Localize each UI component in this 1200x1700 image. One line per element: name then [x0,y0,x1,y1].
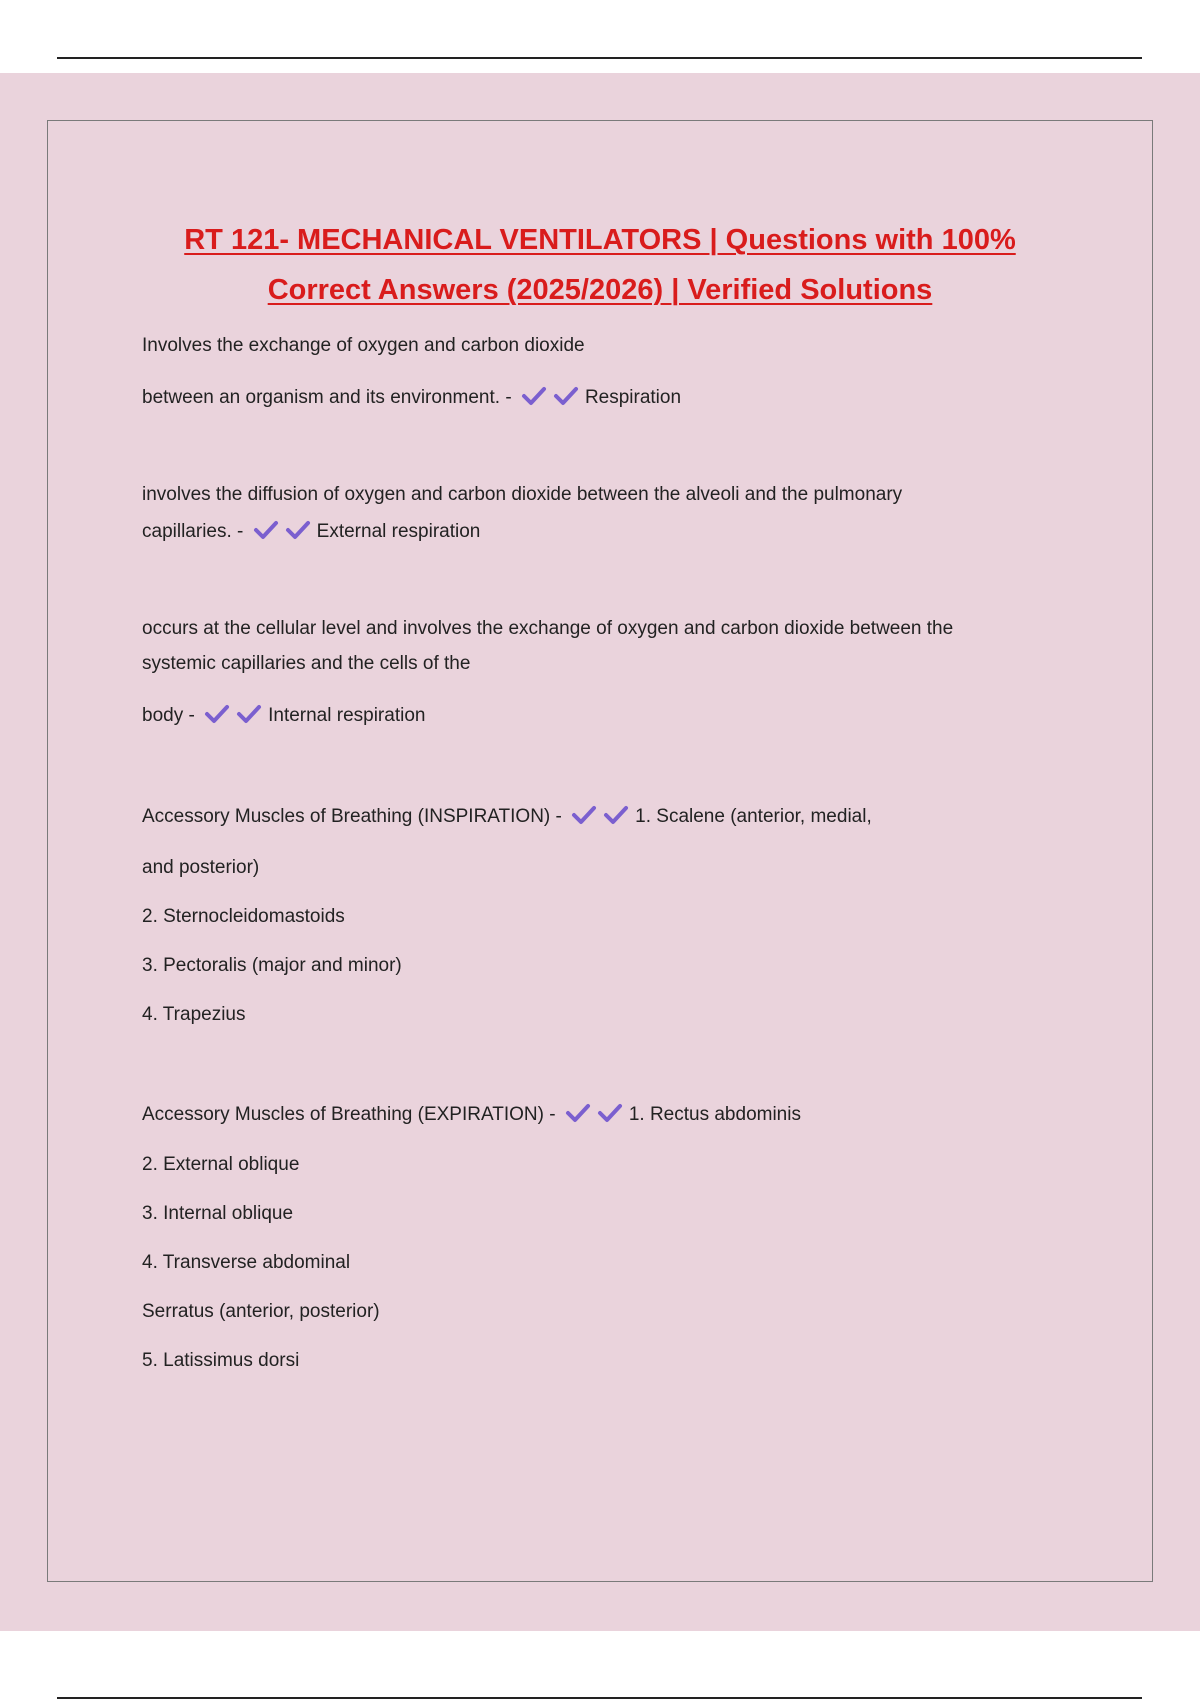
bottom-rule [57,1697,1142,1699]
q5-question-line [142,1102,801,1128]
q1-text: Involves the exchange of oxygen and carbon dioxide [142,335,585,356]
top-rule [57,57,1142,59]
q3-text-line-3 [142,703,425,729]
q4-answer-line-4: 3. Pectoralis (major and minor) [142,955,402,976]
q5-answer-line-6: 5. Latissimus dorsi [142,1350,300,1371]
q2-text-end: capillaries. - [142,521,244,542]
q2-text-line-1 [142,482,902,508]
title-line-1: RT 121- MECHANICAL VENTILATORS | Questions with 100% [184,224,1016,256]
q4-question: Accessory Muscles of Breathing (INSPIRATION) - [142,806,562,827]
q1-answer: Respiration [584,387,682,408]
q2-text-line-2 [142,519,480,545]
double-checkmark-icon [565,1104,629,1125]
q3-text-line-1 [142,616,953,642]
q5-answer-line-1: 1. Rectus abdominis [628,1104,801,1125]
q2-text: involves the diffusion of oxygen and carbon dioxide between the alveoli and the pulmonary [142,484,903,505]
q4-question-line [142,804,872,830]
q4-answer-line-3: 2. Sternocleidomastoids [142,906,345,927]
double-checkmark-icon [204,705,268,726]
q5-question: Accessory Muscles of Breathing (EXPIRATION) - [142,1104,556,1125]
q1-text-line-1 [142,333,585,359]
q2-answer: External respiration [316,521,481,542]
q3-text-line-2 [142,651,470,677]
double-checkmark-icon [571,806,635,827]
document-title [100,215,1100,315]
q4-answer-line-1: 1. Scalene (anterior, medial, [635,806,872,827]
q5-answer-line-3: 3. Internal oblique [142,1203,294,1224]
q1-text-line-2 [142,385,681,411]
q3-text: occurs at the cellular level and involves the exchange of oxygen and carbon dioxide between the [142,618,954,639]
double-checkmark-icon [253,521,317,542]
q3-text-end: body - [142,705,195,726]
title-line-2: Correct Answers (2025/2026) | Verified Solutions [267,274,933,306]
q5-answer-line-5: Serratus (anterior, posterior) [142,1301,380,1322]
q4-answer-line-2: and posterior) [142,857,260,878]
q1-text-end: between an organism and its environment. - [142,387,512,408]
q3-text-continued: systemic capillaries and the cells of the [142,653,471,674]
q4-answer-line-5: 4. Trapezius [142,1004,246,1025]
q3-answer: Internal respiration [268,705,426,726]
q5-answer-line-4: 4. Transverse abdominal [142,1252,351,1273]
double-checkmark-icon [521,387,585,408]
q5-answer-line-2: 2. External oblique [142,1154,300,1175]
